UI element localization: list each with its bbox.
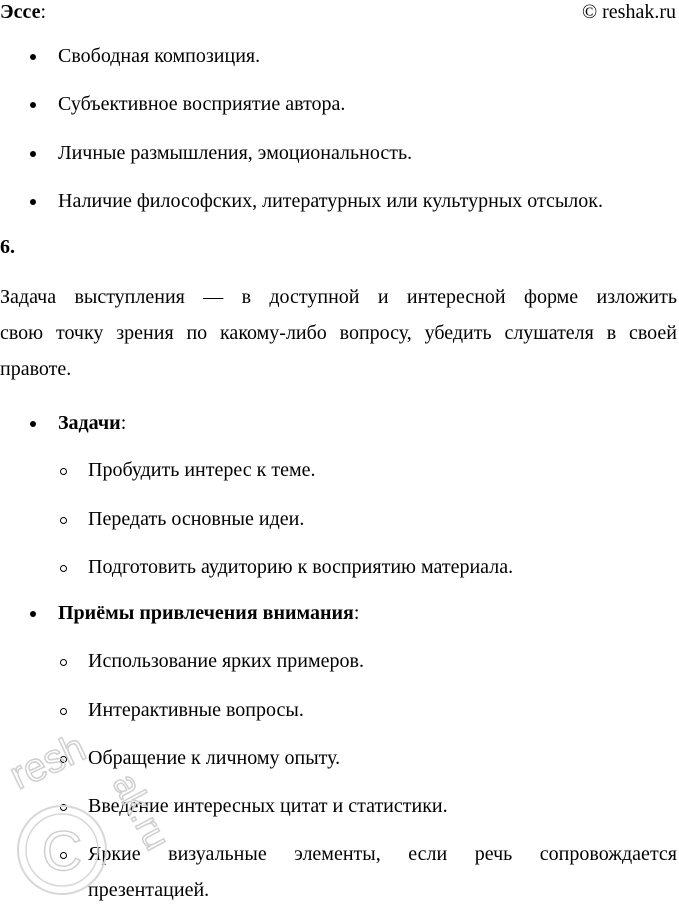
- list-item: Введение интересных цитат и статистики.: [88, 795, 448, 817]
- bullet-icon: [30, 421, 36, 427]
- list-item: Подготовить аудиторию к восприятию материала.: [88, 556, 514, 578]
- bullet-icon: [30, 102, 36, 108]
- list-item: Личные размышления, эмоциональность.: [58, 142, 413, 164]
- attention-heading: [58, 601, 359, 625]
- circle-bullet-icon: [60, 659, 67, 666]
- circle-bullet-icon: [60, 708, 67, 715]
- circle-bullet-icon: [60, 804, 67, 811]
- list-item: Интерактивные вопросы.: [88, 699, 304, 721]
- section-number: 6.: [0, 236, 15, 258]
- list-item-line: Яркие визуальные элементы, если речь сопровождается: [88, 843, 677, 865]
- circle-bullet-icon: [60, 852, 67, 859]
- bullet-icon: [30, 199, 36, 205]
- essay-heading: [0, 0, 46, 24]
- heading-colon: :: [40, 1, 47, 23]
- circle-bullet-icon: [60, 565, 67, 572]
- bullet-icon: [30, 611, 36, 617]
- list-item: Обращение к личному опыту.: [88, 747, 341, 769]
- svg-text:C: C: [41, 819, 83, 882]
- svg-text:resh: resh: [3, 725, 93, 799]
- svg-text:ak.ru: ak.ru: [104, 766, 179, 857]
- circle-bullet-icon: [60, 756, 67, 763]
- list-item: Пробудить интерес к теме.: [88, 459, 316, 481]
- paragraph-line: правоте.: [0, 358, 72, 380]
- circle-bullet-icon: [60, 517, 67, 524]
- bullet-icon: [30, 151, 36, 157]
- list-item: Передать основные идеи.: [88, 508, 305, 530]
- list-item: Свободная композиция.: [58, 45, 261, 67]
- attention-heading-text: Приёмы привлечения внимания: [58, 602, 354, 624]
- list-item: Использование ярких примеров.: [88, 650, 364, 672]
- paragraph-line: свою точку зрения по какому-либо вопросу, убедить слушателя в своей: [0, 322, 677, 344]
- tasks-heading-text: Задачи: [58, 412, 121, 434]
- bullet-icon: [30, 54, 36, 60]
- list-item: Наличие философских, литературных или культурных отсылок.: [58, 190, 603, 212]
- essay-heading-text: Эссе: [0, 1, 41, 23]
- heading-colon: :: [120, 412, 127, 434]
- circle-bullet-icon: [60, 468, 67, 475]
- tasks-heading: [58, 411, 126, 435]
- paragraph-line: Задача выступления — в доступной и интересной форме изложить: [0, 286, 677, 308]
- copyright: © reshak.ru: [581, 1, 676, 23]
- list-item-line: презентацией.: [88, 879, 210, 901]
- heading-colon: :: [353, 602, 360, 624]
- list-item: Субъективное восприятие автора.: [58, 93, 346, 115]
